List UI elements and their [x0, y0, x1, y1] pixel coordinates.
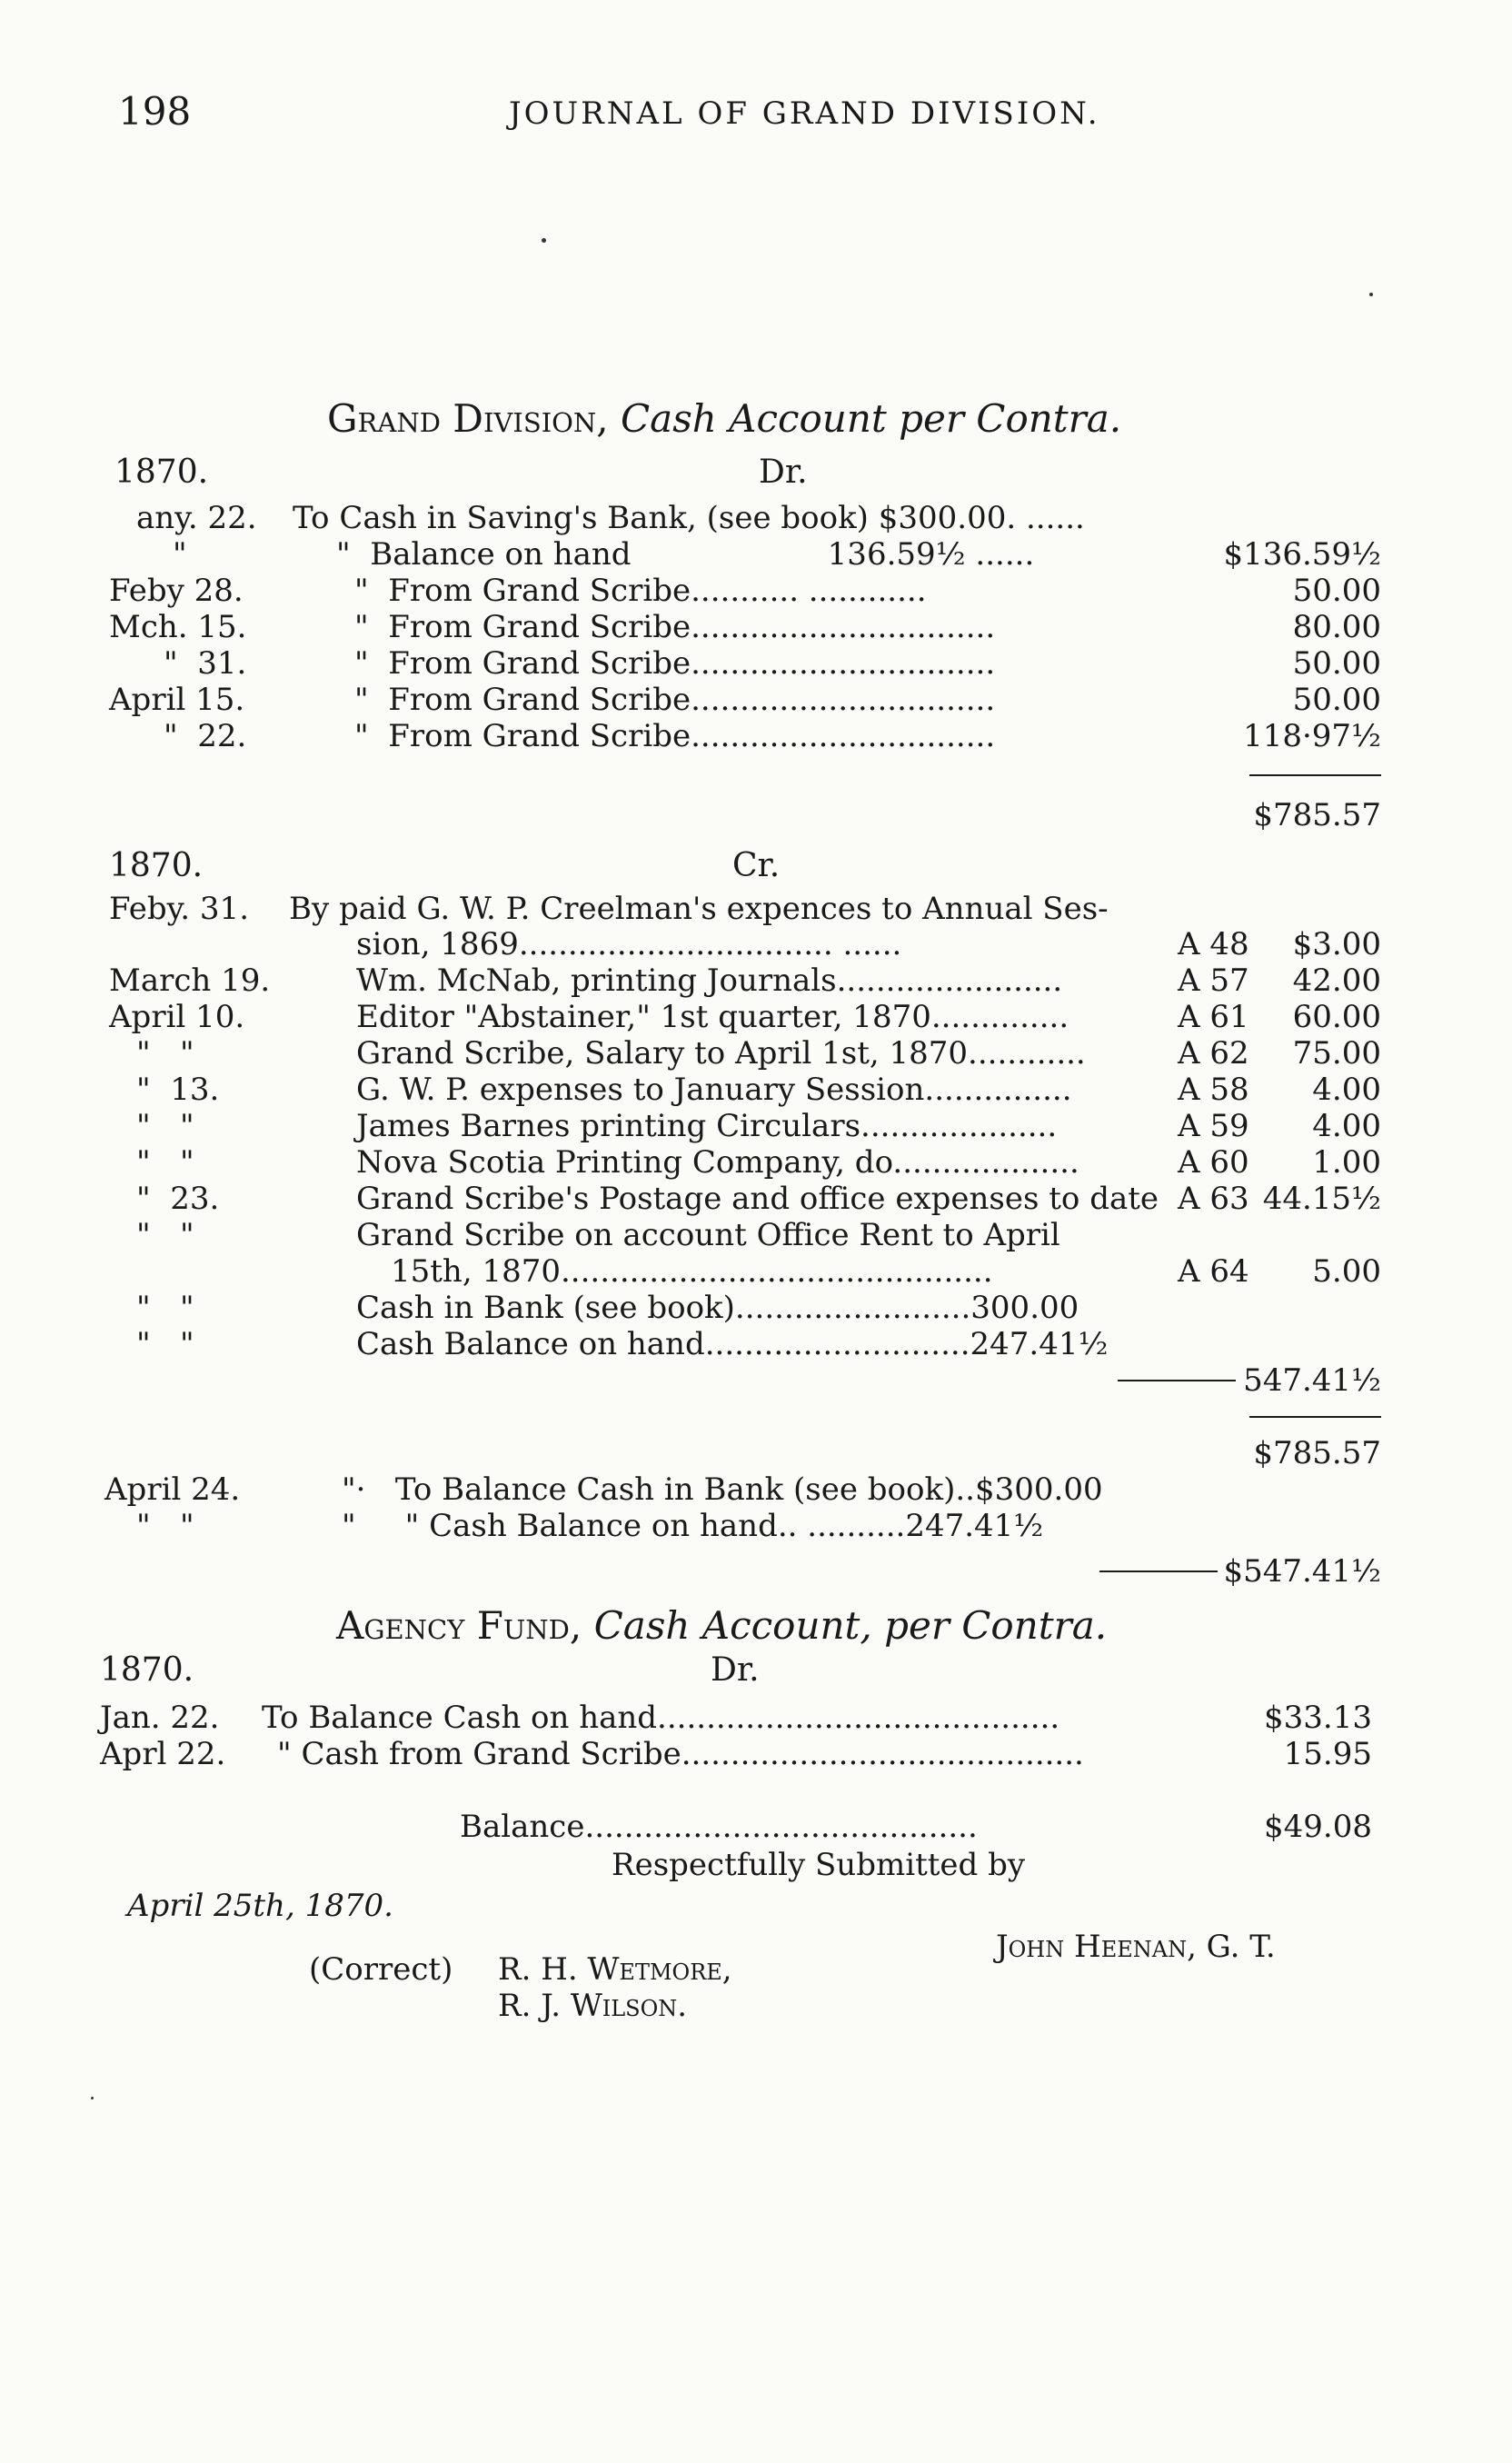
row-text: " Cash from Grand Scribe......................................... [277, 1736, 1084, 1772]
row-amount: 118·97½ [1243, 718, 1381, 754]
heading-smallcaps: Agency Fund, [336, 1603, 582, 1648]
submission-date: April 25th, 1870. [127, 1888, 393, 1924]
row-date: " 13. [136, 1072, 220, 1108]
row-ref: A 58 [1178, 1072, 1249, 1108]
row-amount: 42.00 [1292, 962, 1381, 999]
agency-fund-heading [336, 1603, 1108, 1648]
row-text: " From Grand Scribe............................... [354, 645, 996, 682]
row-text: G. W. P. expenses to January Session............... [356, 1072, 1072, 1108]
row-date: " " [136, 1217, 194, 1253]
row-text: Cash Balance on hand...........................247.41½ [356, 1326, 1109, 1362]
row-date: " 31. [164, 645, 247, 682]
row-amount: $136.59½ [1223, 536, 1381, 573]
row-text: " Balance on hand 136.59½ ...... [336, 536, 1035, 573]
row-date: Jan. 22. [100, 1700, 220, 1736]
row-date: April 24. [104, 1471, 241, 1508]
row-ref: A 63 [1178, 1181, 1249, 1217]
print-speck [91, 2097, 94, 2099]
correct-label: (Correct) [309, 1951, 453, 1988]
agency-dr-label: Dr. [711, 1651, 760, 1689]
row-date: " " [136, 1290, 194, 1326]
cr-label: Cr. [732, 847, 781, 884]
row-amount: 15.95 [1283, 1736, 1372, 1772]
row-date: " [173, 536, 187, 573]
row-amount: 4.00 [1312, 1108, 1381, 1144]
row-date: " " [136, 1144, 194, 1181]
row-text: sion, 1869................................ ...... [356, 926, 902, 962]
auditor-name: R. J. Wilson. [498, 1988, 688, 2024]
cr-subtotal: 547.41½ [1243, 1362, 1381, 1399]
balance-total: $547.41½ [1223, 1553, 1381, 1590]
row-text: Grand Scribe's Postage and office expenses to date [356, 1181, 1159, 1217]
row-ref: A 48 [1178, 926, 1249, 962]
row-text: To Balance Cash on hand......................................... [262, 1700, 1060, 1736]
row-text: Nova Scotia Printing Company, do................... [356, 1144, 1079, 1181]
row-text: Cash in Bank (see book)........................300.00 [356, 1290, 1079, 1326]
page-number: 198 [118, 89, 192, 134]
row-amount: 75.00 [1292, 1035, 1381, 1072]
row-date: any. 22. [136, 500, 257, 536]
row-ref: A 57 [1178, 962, 1249, 999]
dr-year: 1870. [114, 454, 209, 491]
row-date: " " [136, 1326, 194, 1362]
row-amount: 5.00 [1312, 1253, 1381, 1290]
row-text: " From Grand Scribe............................... [354, 609, 996, 645]
row-amount: $3.00 [1292, 926, 1381, 962]
row-text: Grand Scribe on account Office Rent to April [356, 1217, 1060, 1253]
agency-year: 1870. [100, 1651, 194, 1689]
heading-smallcaps: Grand Division, [327, 396, 609, 441]
row-text: " " Cash Balance on hand.. ..........247.41½ [342, 1508, 1044, 1544]
row-amount: 50.00 [1292, 573, 1381, 609]
row-date: April 15. [109, 682, 245, 718]
row-date: " " [136, 1035, 194, 1072]
row-amount: 50.00 [1292, 645, 1381, 682]
row-text: Wm. McNab, printing Journals....................... [356, 962, 1063, 999]
row-date: March 19. [109, 962, 271, 999]
print-speck [542, 238, 546, 243]
print-speck [1369, 293, 1373, 296]
row-text: Grand Scribe, Salary to April 1st, 1870............ [356, 1035, 1086, 1072]
row-text: "· To Balance Cash in Bank (see book)..$300.00 [342, 1471, 1103, 1508]
row-amount: $33.13 [1264, 1700, 1372, 1736]
row-amount: 80.00 [1292, 609, 1381, 645]
row-date: " " [136, 1508, 194, 1544]
row-ref: A 59 [1178, 1108, 1249, 1144]
dr-label: Dr. [759, 454, 808, 491]
subtotal-dash [1099, 1571, 1218, 1572]
row-ref: A 61 [1178, 999, 1249, 1035]
row-amount: 1.00 [1312, 1144, 1381, 1181]
row-date: " 22. [164, 718, 247, 754]
heading-italic: Cash Account, per Contra. [593, 1603, 1108, 1648]
row-text: " From Grand Scribe........... ............ [354, 573, 927, 609]
cr-total: $785.57 [1253, 1435, 1381, 1471]
row-date: Mch. 15. [109, 609, 247, 645]
signer: John Heenan, G. T. [996, 1929, 1276, 1965]
row-date: " 23. [136, 1181, 220, 1217]
row-date: Feby. 31. [109, 891, 249, 927]
cr-year: 1870. [109, 847, 204, 884]
running-title: JOURNAL OF GRAND DIVISION. [509, 95, 1100, 132]
row-amount: 4.00 [1312, 1072, 1381, 1108]
row-ref: A 62 [1178, 1035, 1249, 1072]
row-text: Editor "Abstainer," 1st quarter, 1870.............. [356, 999, 1069, 1035]
row-date: " " [136, 1108, 194, 1144]
row-date: April 10. [109, 999, 245, 1035]
row-date: Feby 28. [109, 573, 244, 609]
auditor-name: R. H. Wetmore, [498, 1951, 732, 1988]
total-rule [1249, 774, 1381, 776]
grand-division-heading [327, 396, 1122, 441]
row-date: Aprl 22. [100, 1736, 226, 1772]
row-text: " From Grand Scribe............................... [354, 682, 996, 718]
agency-balance-label: Balance........................................ [460, 1809, 978, 1845]
row-text: James Barnes printing Circulars.................... [356, 1108, 1058, 1144]
row-ref: A 60 [1178, 1144, 1249, 1181]
row-amount: 44.15½ [1262, 1181, 1381, 1217]
respectfully-submitted: Respectfully Submitted by [612, 1847, 1026, 1883]
heading-italic: Cash Account per Contra. [621, 396, 1122, 441]
dr-total: $785.57 [1253, 797, 1381, 833]
row-ref: A 64 [1178, 1253, 1249, 1290]
row-text: 15th, 1870............................................ [391, 1253, 993, 1290]
total-rule [1249, 1416, 1381, 1418]
row-text: By paid G. W. P. Creelman's expences to Annual Ses- [289, 891, 1109, 927]
agency-balance-amount: $49.08 [1264, 1809, 1372, 1845]
row-text: " From Grand Scribe............................... [354, 718, 996, 754]
row-amount: 60.00 [1292, 999, 1381, 1035]
row-amount: 50.00 [1292, 682, 1381, 718]
row-text: To Cash in Saving's Bank, (see book) $300.00. ...... [293, 500, 1085, 536]
